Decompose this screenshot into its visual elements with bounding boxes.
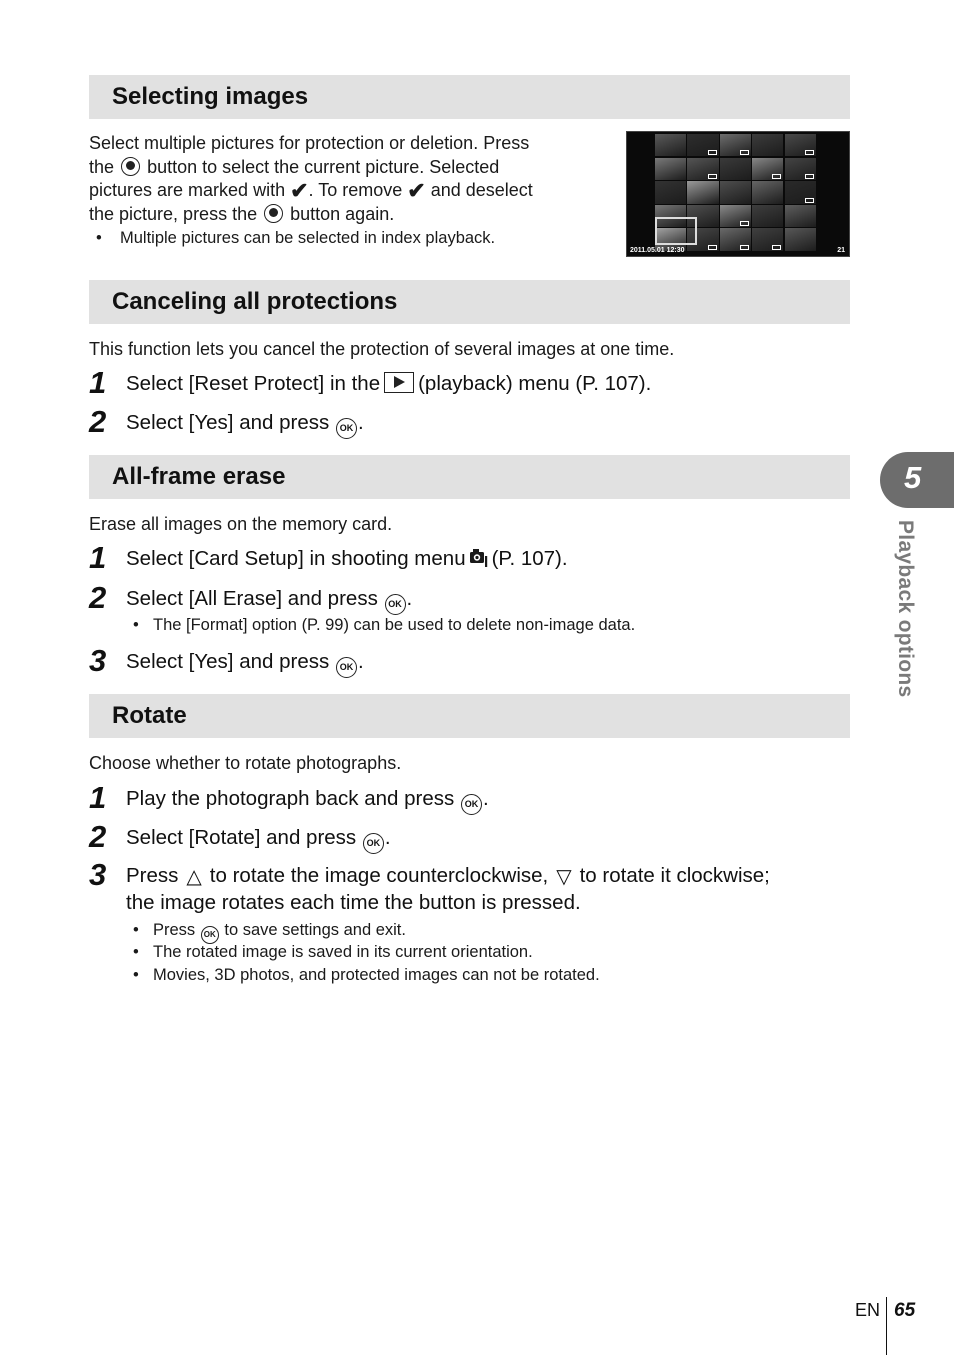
step-text-line-2: the image rotates each time the button is pressed. — [126, 891, 581, 914]
step-number: 2 — [89, 404, 107, 439]
thumbnail — [752, 158, 783, 180]
chapter-side-label — [893, 520, 919, 720]
section-title: Selecting images — [112, 83, 309, 110]
thumbnail — [720, 228, 751, 250]
chapter-tab — [880, 452, 954, 508]
ok-button-icon: OK — [461, 794, 482, 815]
check-mark-icon: ✔ — [290, 178, 309, 203]
desc-text: and deselect — [430, 180, 533, 200]
bullet-text: Movies, 3D photos, and protected images can not be rotated. — [153, 966, 600, 984]
desc-text: . To remove — [308, 180, 403, 200]
rotate-step-1 — [89, 780, 859, 815]
canceling-step-1 — [89, 365, 859, 400]
thumbnail — [752, 181, 783, 203]
desc-text: the picture, press the — [89, 203, 258, 224]
step-text — [126, 648, 364, 678]
protect-lock-icon — [708, 245, 717, 250]
protect-lock-icon — [740, 150, 749, 155]
step-text-part: . — [406, 587, 413, 610]
thumbnail — [785, 181, 816, 203]
section-header-selecting-images — [89, 75, 850, 119]
protect-lock-icon — [708, 174, 717, 179]
bullet-marker: • — [133, 616, 139, 634]
rotate-step-3 — [89, 857, 859, 918]
bullet-marker: • — [133, 966, 139, 984]
step-text-part: Press — [126, 864, 179, 887]
desc-text: pictures are marked with — [89, 180, 286, 200]
desc-text: the — [89, 156, 115, 177]
ok-button-icon: OK — [336, 657, 357, 678]
bullet-text: to save settings and exit. — [224, 921, 406, 939]
canceling-intro: This function lets you cancel the protection of several images at one time. — [89, 339, 675, 359]
ok-button-icon: OK — [363, 833, 384, 854]
footer-divider — [886, 1297, 887, 1355]
section-header-all-frame-erase — [89, 455, 850, 499]
bullet-marker: • — [133, 921, 139, 939]
thumbnail — [785, 205, 816, 227]
step-text-part: . — [482, 787, 489, 810]
protect-lock-icon — [805, 150, 814, 155]
rotate-step-2 — [89, 819, 859, 854]
step-text-part: Select [Card Setup] in shooting menu — [126, 547, 466, 570]
rotate-intro: Choose whether to rotate photographs. — [89, 753, 402, 773]
step-text — [126, 785, 489, 815]
bullet-text: The rotated image is saved in its current orientation. — [153, 943, 533, 961]
step-text — [126, 409, 364, 439]
thumbnail — [655, 134, 686, 156]
step-text-part: Select [Yes] and press — [126, 650, 330, 673]
step-text-part: (P. 107). — [491, 547, 568, 570]
step-number: 3 — [89, 643, 107, 678]
step-number: 1 — [89, 365, 107, 400]
chapter-number: 5 — [904, 460, 922, 495]
thumbnail — [720, 181, 751, 203]
rotate-note-1 — [133, 920, 406, 944]
desc-line: Select multiple pictures for protection or deletion. Press — [89, 133, 530, 153]
selecting-description — [89, 132, 609, 226]
thumbnail — [752, 228, 783, 250]
desc-line — [89, 203, 609, 227]
step-text-part: (playback) menu (P. 107). — [418, 372, 652, 395]
section-header-rotate — [89, 694, 850, 738]
target-button-icon — [121, 157, 140, 176]
thumbnail — [785, 134, 816, 156]
canceling-step-2 — [89, 404, 859, 439]
desc-text: button to select the current picture. Selected — [147, 156, 500, 177]
ok-button-icon: OK — [336, 418, 357, 439]
step-text-part: . — [357, 650, 364, 673]
screen-date: 2011.05.01 12:30 — [630, 247, 685, 254]
thumbnail — [720, 205, 751, 227]
step-text-part: to rotate it clockwise; — [579, 864, 770, 887]
step-text — [126, 545, 568, 572]
bullet-text: The [Format] option (P. 99) can be used to delete non-image data. — [153, 616, 636, 634]
thumbnail — [655, 181, 686, 203]
protect-lock-icon — [740, 221, 749, 226]
bullet-text: Press — [153, 921, 196, 939]
shooting-menu-icon — [469, 546, 489, 568]
thumbnail — [752, 134, 783, 156]
thumbnail — [785, 158, 816, 180]
protect-lock-icon — [805, 198, 814, 203]
protect-lock-icon — [772, 245, 781, 250]
erase-step-2 — [89, 580, 859, 615]
step-number: 3 — [89, 857, 107, 892]
footer-language: EN — [855, 1300, 881, 1320]
selection-cursor — [655, 217, 697, 245]
thumbnail — [687, 158, 718, 180]
protect-lock-icon — [740, 245, 749, 250]
playback-icon — [384, 372, 414, 393]
step-text-part: Select [Yes] and press — [126, 411, 330, 434]
desc-text: button again. — [290, 203, 395, 224]
bullet-text: Multiple pictures can be selected in index playback. — [120, 229, 496, 247]
check-mark-icon: ✔ — [407, 178, 426, 203]
step-number: 2 — [89, 580, 107, 615]
desc-line — [89, 179, 609, 203]
step-text — [126, 824, 391, 854]
step-number: 1 — [89, 780, 107, 815]
thumbnail — [720, 158, 751, 180]
screen-count: 21 — [837, 247, 845, 254]
up-arrow-icon: △ — [186, 866, 202, 888]
thumbnail — [655, 158, 686, 180]
step-text-part: Select [All Erase] and press — [126, 587, 378, 610]
page-number: 65 — [894, 1300, 916, 1321]
step-text — [126, 862, 770, 891]
bullet-marker: • — [133, 943, 139, 961]
thumbnail — [752, 205, 783, 227]
down-arrow-icon: ▽ — [556, 866, 572, 888]
ok-button-icon: OK — [201, 926, 219, 944]
step-text-part: . — [357, 411, 364, 434]
erase-intro: Erase all images on the memory card. — [89, 514, 393, 534]
protect-lock-icon — [772, 174, 781, 179]
erase-step-1 — [89, 540, 859, 575]
section-title: Rotate — [112, 702, 187, 729]
erase-step-2-note — [133, 615, 635, 636]
ok-button-icon: OK — [385, 594, 406, 615]
step-number: 1 — [89, 540, 107, 575]
thumbnail — [785, 228, 816, 250]
protect-lock-icon — [805, 174, 814, 179]
rotate-note-2 — [133, 942, 533, 963]
step-text — [126, 585, 412, 615]
section-title: Canceling all protections — [112, 288, 398, 315]
rotate-note-3 — [133, 965, 600, 986]
index-playback-screen — [626, 131, 850, 257]
thumbnail — [687, 181, 718, 203]
step-text-part: Select [Rotate] and press — [126, 826, 357, 849]
chapter-label-text: Playback options — [894, 520, 917, 698]
protect-lock-icon — [708, 150, 717, 155]
step-text-part: Play the photograph back and press — [126, 787, 455, 810]
selecting-bullet — [96, 228, 495, 249]
target-button-icon — [264, 204, 283, 223]
step-text-part: to rotate the image counterclockwise, — [209, 864, 549, 887]
step-text-part: Select [Reset Protect] in the — [126, 372, 381, 395]
desc-line — [89, 156, 609, 180]
thumbnail — [720, 134, 751, 156]
section-title: All-frame erase — [112, 463, 286, 490]
section-header-canceling — [89, 280, 850, 324]
thumbnail — [687, 134, 718, 156]
step-number: 2 — [89, 819, 107, 854]
step-text — [126, 370, 651, 397]
bullet-marker: • — [96, 229, 102, 247]
step-text-part: . — [384, 826, 391, 849]
erase-step-3 — [89, 643, 859, 678]
